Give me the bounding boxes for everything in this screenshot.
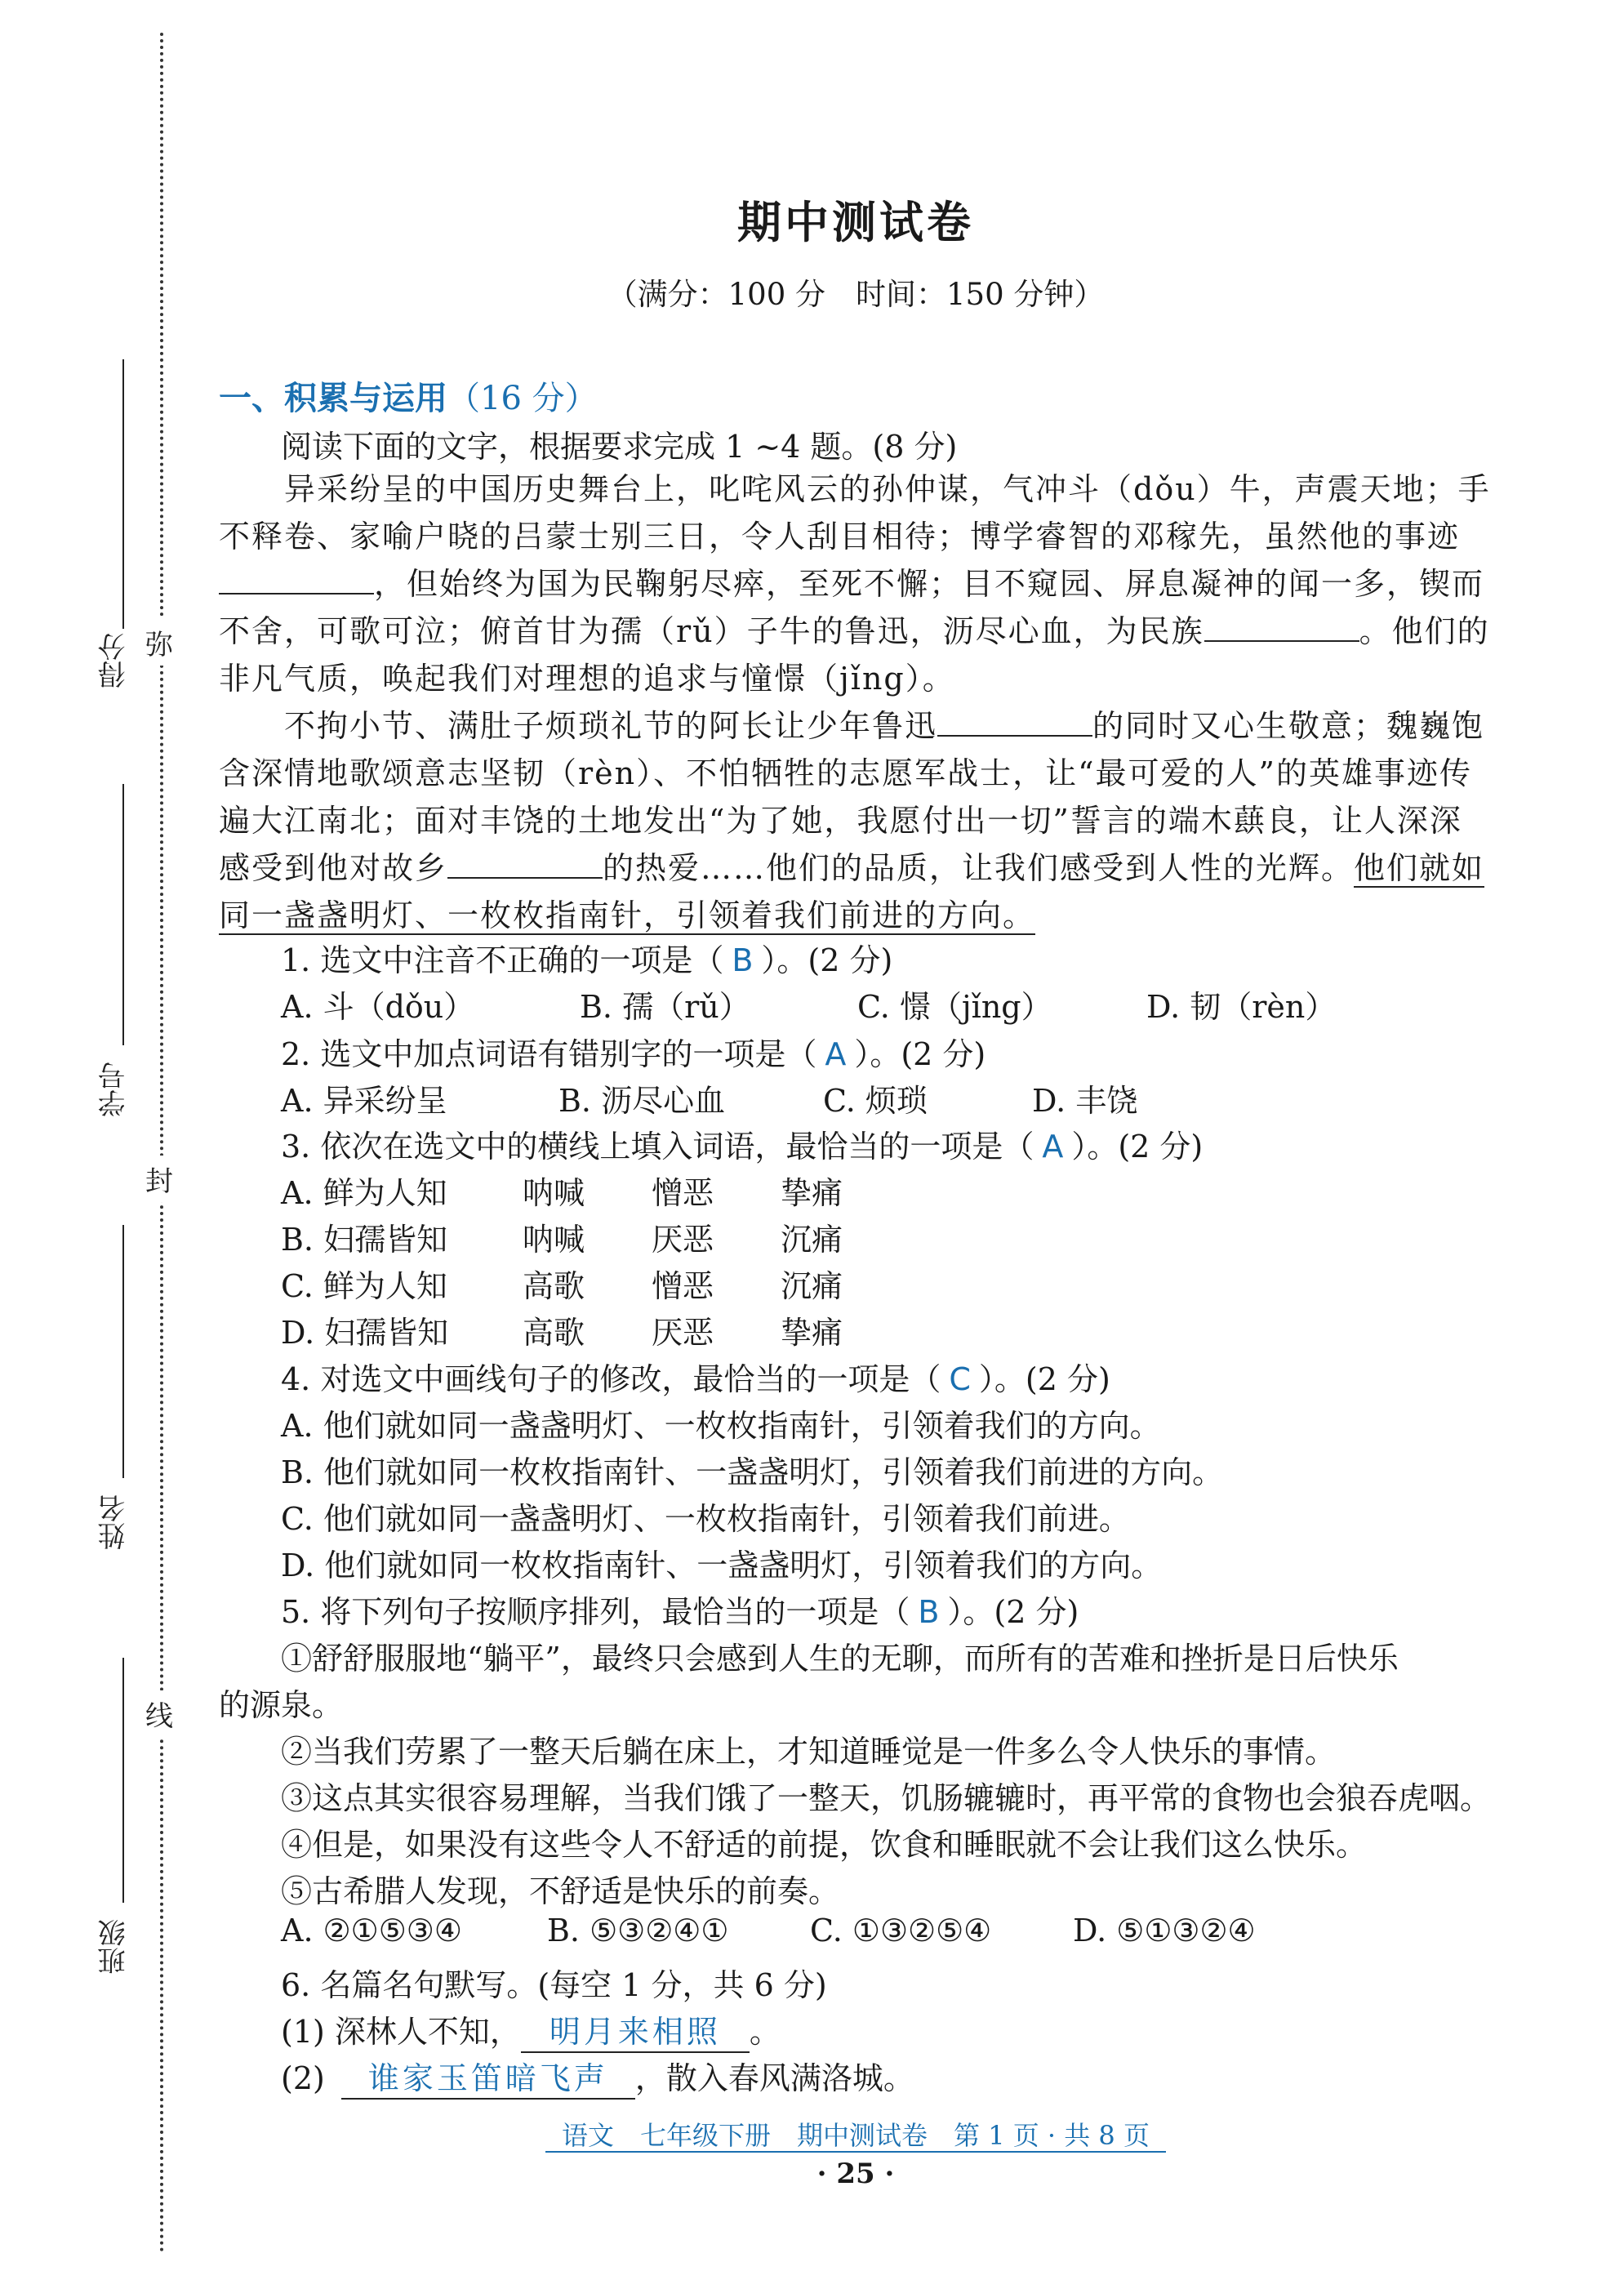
fill-blank-4: [447, 849, 603, 879]
q3-score: ）。(2 分): [1071, 1129, 1204, 1165]
score-line: [122, 359, 124, 629]
q2-stem: 2. 选文中加点词语有错别字的一项是（: [281, 1036, 817, 1072]
question-2: [281, 1029, 986, 1074]
q6-l2-prefix: (2): [281, 2060, 325, 2096]
student-no-label: 学号: [98, 1062, 131, 1117]
q3-d-4: 挚痛: [781, 1315, 843, 1351]
q3-a-4: 挚痛: [781, 1175, 843, 1211]
q3-stem: 3. 依次在选文中的横线上填入词语，最恰当的一项是（: [281, 1129, 1034, 1165]
q1-option-d: D. 韧（rèn）: [1146, 989, 1337, 1025]
passage-paragraph-1: [219, 465, 1493, 702]
q5-sentence-2: ②当我们劳累了一整天后躺在床上，才知道睡觉是一件多么令人快乐的事情。: [281, 1734, 1337, 1770]
q4-stem: 4. 对选文中画线句子的修改，最恰当的一项是（: [281, 1361, 941, 1397]
p2-part-c: 的热爱……他们的品质，让我们感受到人性的光辉。: [603, 850, 1355, 886]
q3-b-3: 厌恶: [652, 1222, 714, 1258]
seal-feng: 封: [145, 1156, 173, 1202]
student-no-line: [122, 784, 124, 1045]
q1-option-b: B. 孺（rǔ）: [580, 989, 750, 1025]
q3-a-1: A. 鲜为人知: [281, 1175, 447, 1211]
question-5: [281, 1587, 1079, 1632]
q3-d-3: 厌恶: [652, 1315, 714, 1351]
p1-part-c: 。他们的非凡气质，唤起我们对理想的追求与憧憬（jǐng）。: [219, 613, 1490, 697]
binding-dotted-line: [160, 33, 163, 2254]
q6-l1-suffix: 。: [749, 2014, 781, 2050]
q5-stem: 5. 将下列句子按顺序排列，最恰当的一项是（: [281, 1594, 910, 1630]
q3-b-1: B. 妇孺皆知: [281, 1222, 448, 1258]
q5-answer: B: [918, 1594, 940, 1630]
q5-option-a: A. ②①⑤③④: [281, 1913, 462, 1948]
q2-option-a: A. 异采纷呈: [281, 1083, 447, 1119]
p1-part-b: ，但始终为国为民鞠躬尽瘁，至死不懈；目不窥园、屏息凝神的闻一多，锲而不舍，可歌可泣；俯首甘为孺（rǔ）子牛的鲁迅，沥尽心血，为民族: [219, 566, 1485, 649]
p2-part-b: 的同时又心生敬意；魏巍饱含深情地歌颂意志坚韧（rèn）、不怕牺牲的志愿军战士，让“最可爱的人”的英雄事迹传遍大江南北；面对丰饶的土地发出“为了她，我愿付出一切”誓言的端木蕻良，让人深深感受到他对故乡: [219, 708, 1485, 886]
q4-option-a: A. 他们就如同一盏盏明灯、一枚枚指南针，引领着我们的方向。: [281, 1408, 1161, 1444]
fill-blank-1: [219, 565, 374, 595]
q5-sentence-5: ⑤古希腊人发现，不舒适是快乐的前奏。: [281, 1873, 840, 1909]
q1-score: ）。(2 分): [761, 942, 893, 978]
reading-intro: 阅读下面的文字，根据要求完成 1 ~4 题。(8 分): [281, 429, 958, 465]
class-line: [122, 1658, 124, 1903]
question-4: [281, 1354, 1110, 1399]
q3-b-4: 沉痛: [781, 1222, 843, 1258]
score-label: 得分: [98, 633, 131, 688]
q3-c-1: C. 鲜为人知: [281, 1268, 447, 1304]
q1-option-c: C. 憬（jǐng）: [857, 989, 1052, 1025]
q1-option-a: A. 斗（dǒu）: [281, 989, 475, 1025]
name-label: 姓名: [98, 1494, 131, 1550]
q2-answer: A: [825, 1036, 847, 1072]
passage-paragraph-2: [219, 702, 1493, 939]
seal-mi: 弥: [145, 619, 173, 666]
q1-answer: B: [732, 942, 754, 978]
q5-sentence-4: ④但是，如果没有这些令人不舒适的前提，饮食和睡眠就不会让我们这么快乐。: [281, 1827, 1368, 1863]
section-score: （16 分）: [447, 380, 598, 417]
q4-score: ）。(2 分): [978, 1361, 1110, 1397]
question-6: 6. 名篇名句默写。(每空 1 分，共 6 分): [281, 1967, 827, 2003]
seal-xian: 线: [145, 1690, 173, 1737]
name-line: [122, 1225, 124, 1478]
q3-answer: A: [1042, 1129, 1064, 1165]
q3-c-3: 憎恶: [652, 1268, 714, 1304]
question-1: [281, 935, 892, 980]
q6-l1-answer: 明月来相照: [521, 2006, 750, 2053]
section-heading: [219, 372, 598, 419]
q2-option-b: B. 沥尽心血: [558, 1083, 726, 1119]
q4-option-b: B. 他们就如同一枚枚指南针、一盏盏明灯，引领着我们前进的方向。: [281, 1454, 1224, 1490]
q5-sentence-3: ③这点其实很容易理解，当我们饿了一整天，饥肠辘辘时，再平常的食物也会狼吞虎咽。: [281, 1780, 1492, 1816]
q4-option-d: D. 他们就如同一枚枚指南针、一盏盏明灯，引领着我们的方向。: [281, 1548, 1163, 1583]
q5-option-b: B. ⑤③②④①: [547, 1913, 729, 1948]
q3-c-2: 高歌: [523, 1268, 585, 1304]
q3-a-2: 呐喊: [523, 1175, 585, 1211]
q5-score: ）。(2 分): [947, 1594, 1079, 1630]
q6-line-1: [281, 2006, 781, 2053]
q5-option-d: D. ⑤①③②④: [1073, 1913, 1256, 1948]
footer-text: 语文 七年级下册 期中测试卷 第 1 页 · 共 8 页: [545, 2120, 1166, 2153]
q3-b-2: 呐喊: [523, 1222, 585, 1258]
page-subtitle: （满分：100 分 时间：150 分钟）: [607, 277, 1105, 312]
q5-option-c: C. ①③②⑤④: [810, 1913, 992, 1948]
page-title: 期中测试卷: [737, 196, 974, 248]
q2-score: ）。(2 分): [854, 1036, 986, 1072]
class-label: 班级: [98, 1919, 131, 1975]
q2-option-d: D. 丰饶: [1032, 1083, 1138, 1119]
page-footer: [219, 2115, 1493, 2153]
p1-part-a: 异采纷呈的中国历史舞台上，叱咤风云的孙仲谋，气冲斗（dǒu）牛，声震天地；手不释卷、家喻户晓的吕蒙士别三日，令人刮目相待；博学睿智的邓稼先，虽然他的事迹: [219, 471, 1491, 554]
q2-option-c: C. 烦琐: [823, 1083, 928, 1119]
q6-line-2: [281, 2053, 914, 2100]
q3-c-4: 沉痛: [781, 1268, 843, 1304]
question-3: [281, 1121, 1203, 1166]
q6-l2-answer: 谁家玉笛暗飞声: [341, 2053, 635, 2100]
q3-d-2: 高歌: [523, 1315, 585, 1351]
q4-answer: C: [949, 1361, 971, 1397]
q6-l1-prefix: (1) 深林人不知，: [281, 2014, 521, 2050]
q4-option-c: C. 他们就如同一盏盏明灯、一枚枚指南针，引领着我们前进。: [281, 1501, 1130, 1537]
q5-sentence-1: ①舒舒服服地“躺平”，最终只会感到人生的无聊，而所有的苦难和挫折是日后快乐: [281, 1641, 1399, 1677]
p2-part-a: 不拘小节、满肚子烦琐礼节的阿长让少年鲁迅: [284, 708, 938, 744]
section-label: 一、积累与运用: [219, 380, 447, 417]
q1-stem: 1. 选文中注音不正确的一项是（: [281, 942, 724, 978]
underlined-sentence: 他们就如同一盏盏明灯、一枚枚指南针，引领着我们前进的方向。: [219, 850, 1485, 933]
fill-blank-3: [937, 707, 1092, 737]
q3-a-3: 憎恶: [652, 1175, 714, 1211]
q5-sentence-1-cont: 的源泉。: [219, 1687, 344, 1723]
q6-l2-suffix: ，散入春风满洛城。: [634, 2060, 914, 2096]
page-number: · 25 ·: [816, 2158, 895, 2190]
fill-blank-2: [1204, 612, 1359, 642]
q3-d-1: D. 妇孺皆知: [281, 1315, 449, 1351]
